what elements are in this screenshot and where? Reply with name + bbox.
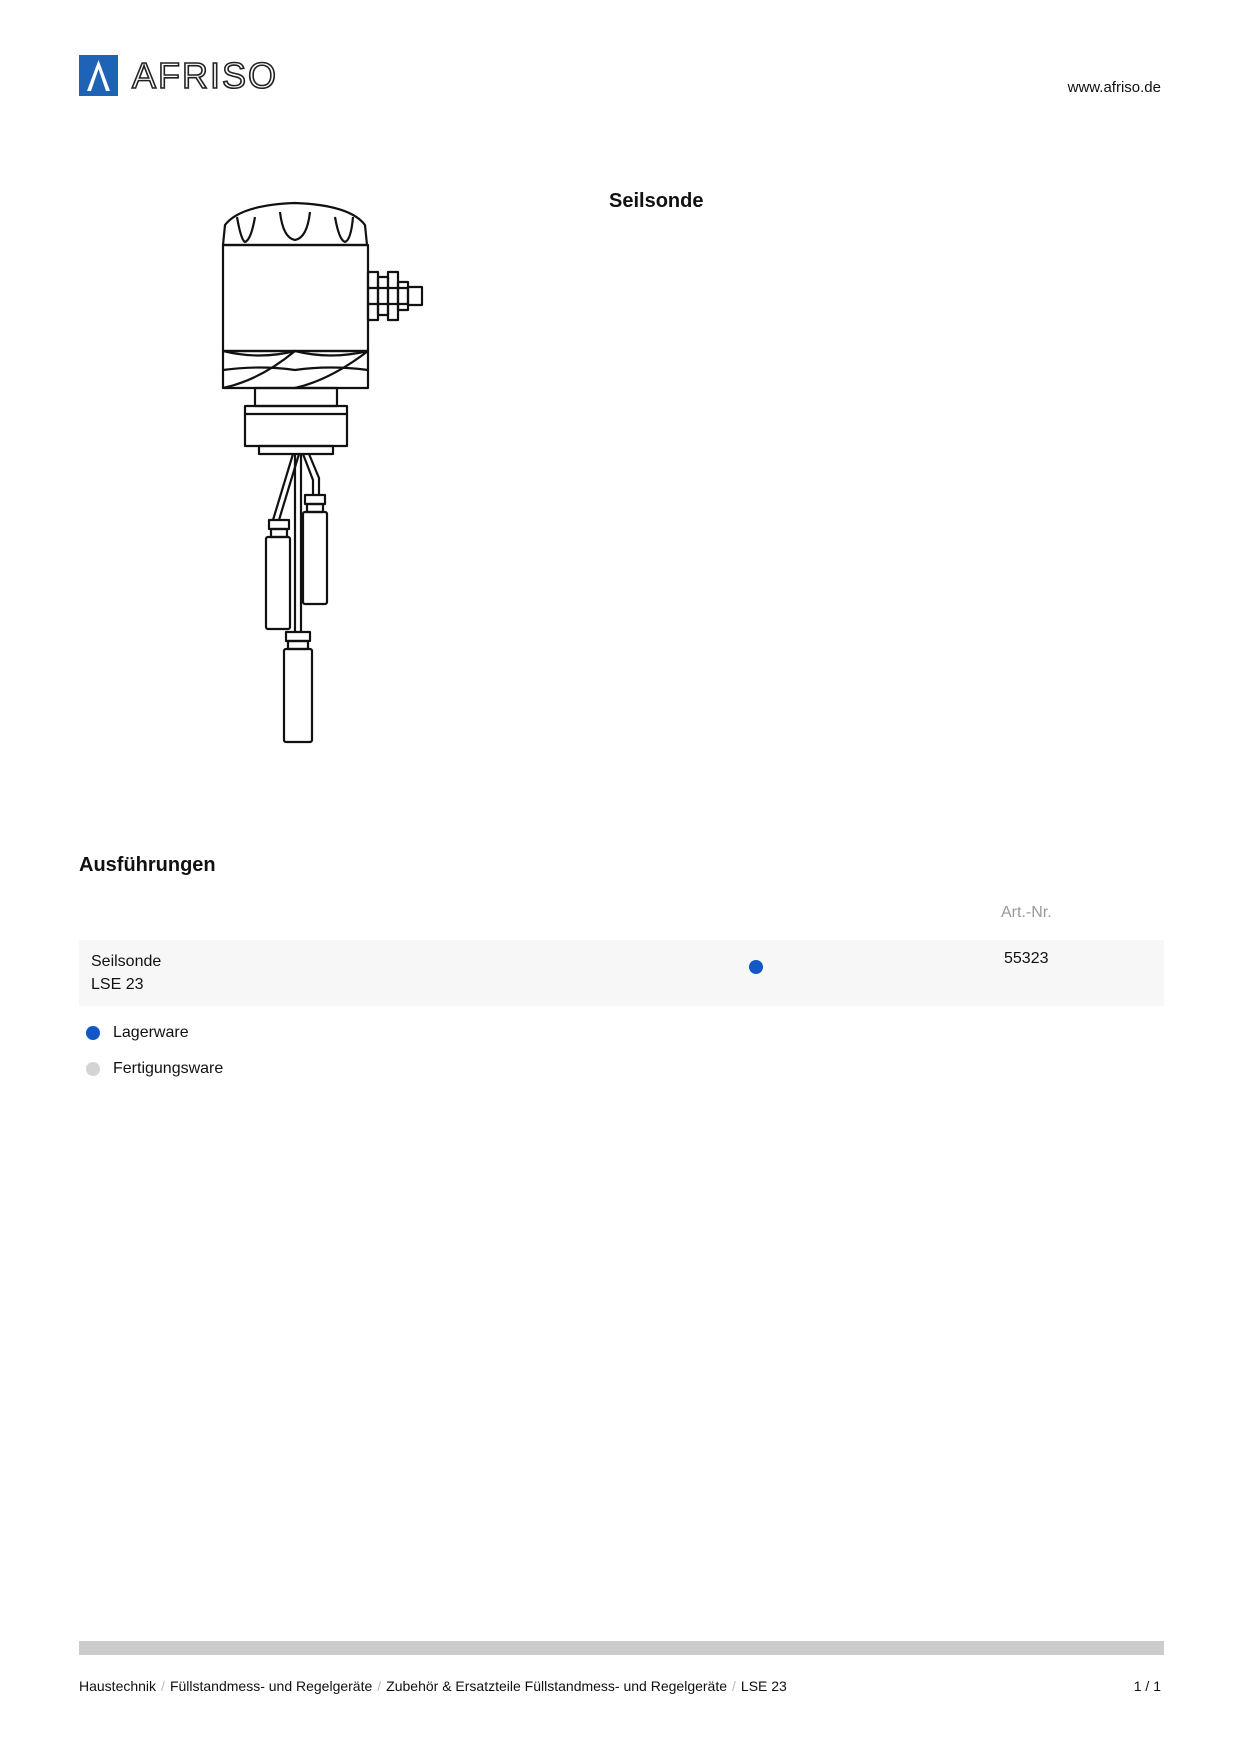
legend-label: Lagerware — [113, 1024, 189, 1041]
stock-dot-icon — [86, 1026, 100, 1040]
stock-status-dot-icon — [749, 960, 763, 974]
page-number: 1 / 1 — [1133, 1678, 1161, 1694]
breadcrumb-item-fuellstand[interactable]: Füllstandmess- und Regelgeräte — [169, 1678, 373, 1694]
website-link[interactable]: www.afriso.de — [1067, 79, 1161, 96]
made-to-order-dot-icon — [86, 1062, 100, 1076]
legend-item-lagerware — [86, 1024, 223, 1042]
breadcrumb-separator: / — [732, 1678, 736, 1694]
brand-logo[interactable] — [79, 55, 278, 96]
breadcrumb — [79, 1678, 787, 1694]
brand-name: AFRISO — [132, 55, 279, 96]
legend-label: Fertigungsware — [113, 1060, 224, 1077]
breadcrumb-item-lse23[interactable]: LSE 23 — [740, 1678, 787, 1694]
variant-name-line1: Seilsonde — [91, 953, 162, 970]
variant-row[interactable] — [79, 940, 1164, 1006]
legend-item-fertigungsware — [86, 1060, 223, 1078]
art-nr-column-header: Art.-Nr. — [1001, 904, 1052, 921]
breadcrumb-separator: / — [377, 1678, 382, 1694]
availability-legend — [86, 1024, 223, 1096]
variant-name-line2: LSE 23 — [91, 976, 144, 993]
breadcrumb-separator: / — [161, 1678, 165, 1694]
variant-name — [91, 950, 161, 996]
footer-divider — [79, 1641, 1164, 1655]
breadcrumb-item-haustechnik[interactable]: Haustechnik — [79, 1678, 157, 1694]
variant-art-nr: 55323 — [1004, 950, 1049, 967]
product-title: Seilsonde — [609, 190, 704, 212]
breadcrumb-item-zubehoer[interactable]: Zubehör & Ersatzteile Füllstandmess- und Regelgeräte — [386, 1678, 728, 1694]
variants-heading: Ausführungen — [79, 854, 216, 876]
product-image — [215, 200, 465, 790]
afriso-logo-icon — [79, 55, 118, 96]
